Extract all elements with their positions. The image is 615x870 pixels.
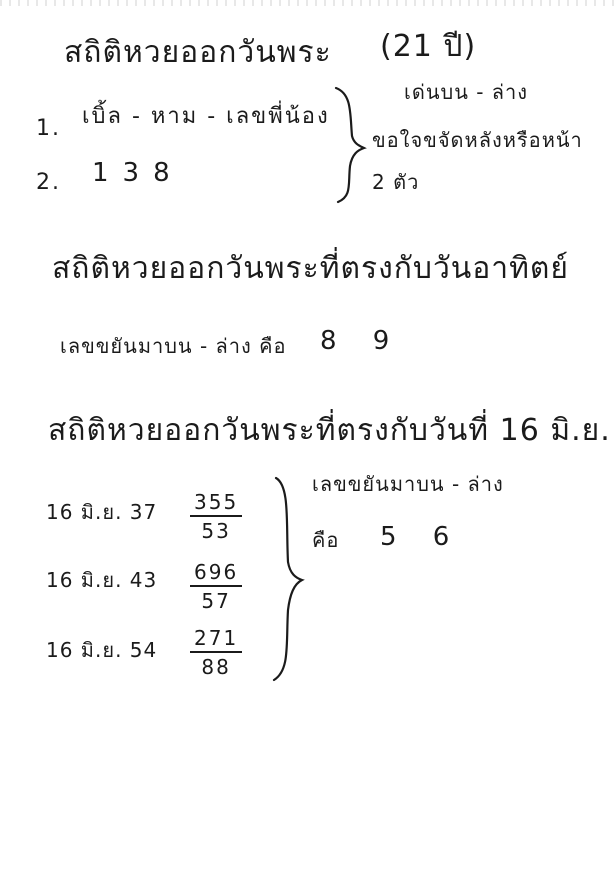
section3-summary-label: เลขขยันมาบน - ล่าง	[312, 472, 504, 496]
section2-result-label: เลขขยันมาบน - ล่าง คือ	[60, 334, 287, 358]
section1-note2: ขอใจขจัดหลังหรือหน้า	[372, 128, 583, 152]
section3-summary-prefix: คือ	[312, 528, 340, 552]
section1-item1-number: 1.	[36, 116, 61, 141]
draw-date: 16 มิ.ย. 54	[46, 638, 158, 662]
draw-date: 16 มิ.ย. 43	[46, 568, 158, 592]
draw-bottom-number: 57	[201, 589, 231, 613]
scan-edge	[0, 0, 615, 6]
draw-top-number: 696	[190, 562, 242, 587]
section1-title: สถิติหวยออกวันพระ	[64, 35, 332, 70]
draw-result	[190, 492, 242, 541]
section1-years-note: (21 ปี)	[380, 29, 477, 64]
draw-result	[190, 562, 242, 611]
section3-title: สถิติหวยออกวันพระที่ตรงกับวันที่ 16 มิ.ย.	[48, 413, 611, 448]
section3-summary-value: 5 6	[380, 522, 464, 552]
draw-top-number: 271	[190, 628, 242, 653]
draw-bottom-number: 88	[201, 655, 231, 679]
section3-brace	[268, 474, 308, 684]
draw-top-number: 355	[190, 492, 242, 517]
section1-item2-number: 2.	[36, 170, 61, 195]
section1-item2-text: 138	[92, 158, 184, 188]
draw-result	[190, 628, 242, 677]
section1-note1: เด่นบน - ล่าง	[404, 80, 529, 104]
draw-date: 16 มิ.ย. 37	[46, 500, 158, 524]
section2-result-value: 8 9	[320, 326, 404, 356]
section1-note3: 2 ตัว	[372, 170, 420, 194]
draw-bottom-number: 53	[201, 519, 231, 543]
section1-item1-text: เบิ้ล - หาม - เลขพี่น้อง	[82, 104, 330, 129]
section2-title: สถิติหวยออกวันพระที่ตรงกับวันอาทิตย์	[52, 251, 569, 286]
section1-brace	[330, 84, 370, 204]
